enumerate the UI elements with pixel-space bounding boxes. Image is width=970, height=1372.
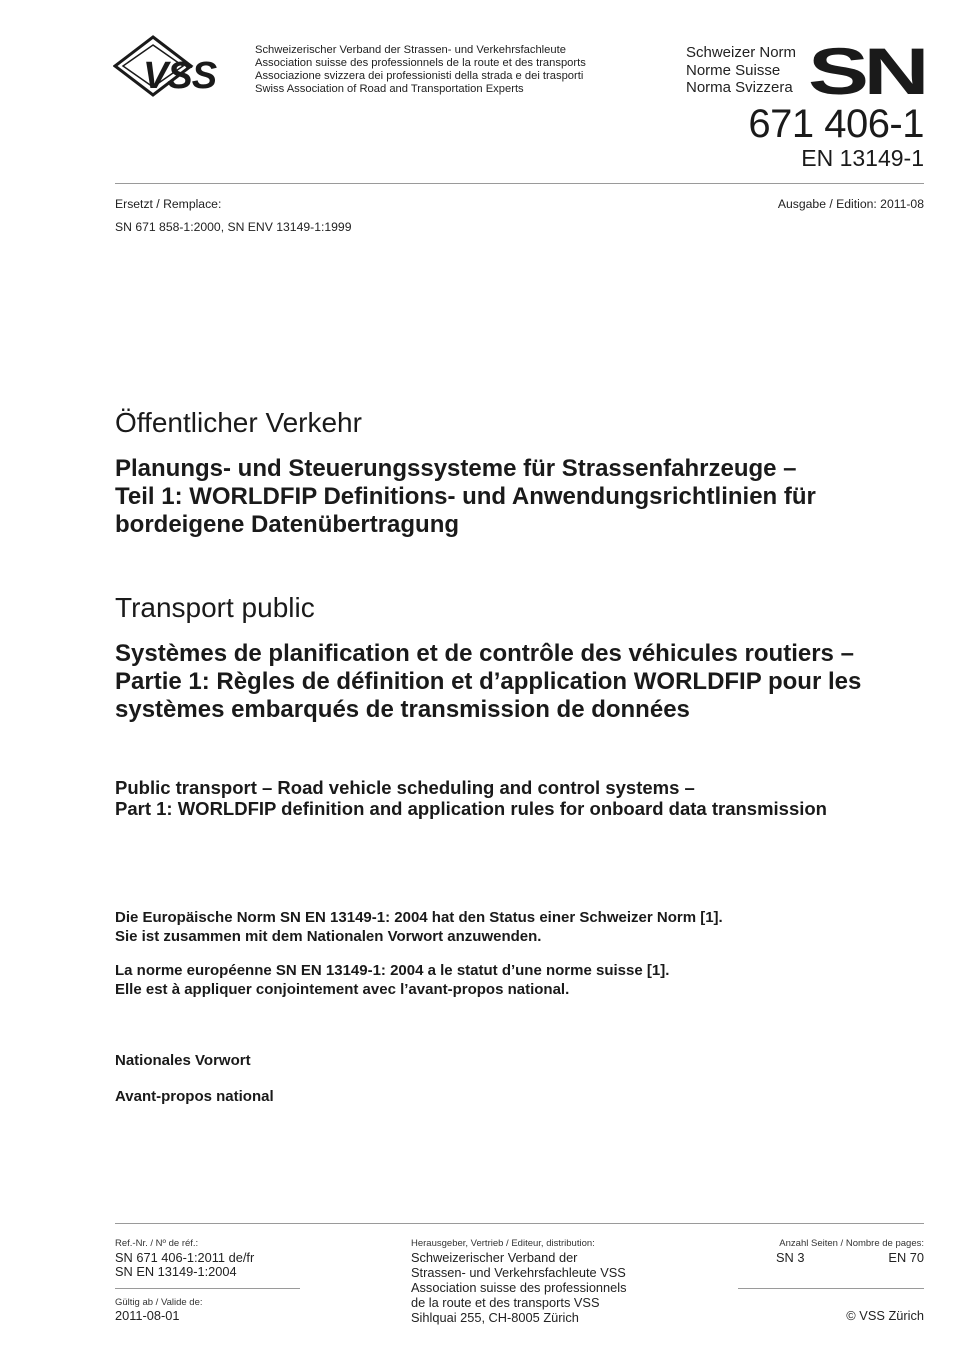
title-de-sub-3: bordeigene Datenübertragung xyxy=(115,511,460,538)
ref-label: Ref.-Nr. / Nº de réf.: xyxy=(115,1238,199,1249)
publisher-line-3: Association suisse des professionnels xyxy=(411,1280,627,1295)
norm-line-it: Norma Svizzera xyxy=(686,79,793,96)
title-en-2: Part 1: WORLDFIP definition and application rules for onboard data transmission xyxy=(115,798,827,819)
org-line-fr: Association suisse des professionnels de la route et des transports xyxy=(255,57,586,69)
sn-logo xyxy=(808,44,924,96)
en-number: EN 13149-1 xyxy=(801,145,924,171)
footer-divider xyxy=(115,1223,924,1224)
valid-value: 2011-08-01 xyxy=(115,1308,180,1323)
notice-fr-2: Elle est à appliquer conjointement avec l’avant-propos national. xyxy=(115,981,570,998)
org-line-de: Schweizerischer Verband der Strassen- und Verkehrsfachleute xyxy=(255,44,566,56)
ref-divider xyxy=(115,1288,300,1289)
pages-en: EN 70 xyxy=(888,1250,924,1265)
notice-de-2: Sie ist zusammen mit dem Nationalen Vorwort anzuwenden. xyxy=(115,928,542,945)
valid-label: Gültig ab / Valide de: xyxy=(115,1297,203,1308)
publisher-line-5: Sihlquai 255, CH-8005 Zürich xyxy=(411,1310,579,1325)
copyright: © VSS Zürich xyxy=(846,1308,924,1323)
org-line-en: Swiss Association of Road and Transportation Experts xyxy=(255,83,524,95)
header-divider xyxy=(115,183,924,184)
publisher-line-1: Schweizerischer Verband der xyxy=(411,1250,578,1265)
title-de-sub-2: Teil 1: WORLDFIP Definitions- und Anwendungsrichtlinien für xyxy=(115,483,816,510)
publisher-label: Herausgeber, Vertrieb / Editeur, distribution: xyxy=(411,1238,595,1249)
replaces-value: SN 671 858-1:2000, SN ENV 13149-1:1999 xyxy=(115,220,352,234)
standard-number: 671 406-1 xyxy=(748,102,924,146)
notice-fr-1: La norme européenne SN EN 13149-1: 2004 a le statut d’une norme suisse [1]. xyxy=(115,962,670,979)
logo-text: VSS xyxy=(143,55,217,97)
sn-logo-text: SN xyxy=(808,44,924,96)
title-fr-sub-1: Systèmes de planification et de contrôle des véhicules routiers – xyxy=(115,640,854,667)
ref-line-1: SN 671 406-1:2011 de/fr xyxy=(115,1250,255,1265)
norm-line-fr: Norme Suisse xyxy=(686,61,781,79)
pages-divider xyxy=(738,1288,924,1289)
title-fr-sub-3: systèmes embarqués de transmission de données xyxy=(115,696,690,723)
norm-line-de: Schweizer Norm xyxy=(686,44,797,61)
organisation-names xyxy=(255,44,586,96)
title-de-main: Öffentlicher Verkehr xyxy=(115,407,362,438)
foreword-heading-de: Nationales Vorwort xyxy=(115,1052,251,1069)
foreword-heading-fr: Avant-propos national xyxy=(115,1088,274,1105)
pages-sn: SN 3 xyxy=(776,1250,805,1265)
publisher-line-4: de la route et des transports VSS xyxy=(411,1295,600,1310)
replaces-label: Ersetzt / Remplace: xyxy=(115,197,222,211)
publisher-line-2: Strassen- und Verkehrsfachleute VSS xyxy=(411,1265,626,1280)
notice-de-1: Die Europäische Norm SN EN 13149-1: 2004 hat den Status einer Schweizer Norm [1]. xyxy=(115,909,723,926)
vss-logo xyxy=(113,35,248,97)
norm-designation xyxy=(686,44,816,97)
title-fr-main: Transport public xyxy=(115,592,315,623)
edition: Ausgabe / Edition: 2011-08 xyxy=(777,197,924,211)
title-en-1: Public transport – Road vehicle scheduling and control systems – xyxy=(115,777,695,798)
pages-label: Anzahl Seiten / Nombre de pages: xyxy=(779,1238,924,1249)
title-de-sub-1: Planungs- und Steuerungssysteme für Strassenfahrzeuge – xyxy=(115,455,797,482)
title-fr-sub-2: Partie 1: Règles de définition et d’application WORLDFIP pour les xyxy=(115,668,862,695)
ref-line-2: SN EN 13149-1:2004 xyxy=(115,1264,237,1279)
org-line-it: Associazione svizzera dei professionisti della strada e dei trasporti xyxy=(255,70,584,82)
